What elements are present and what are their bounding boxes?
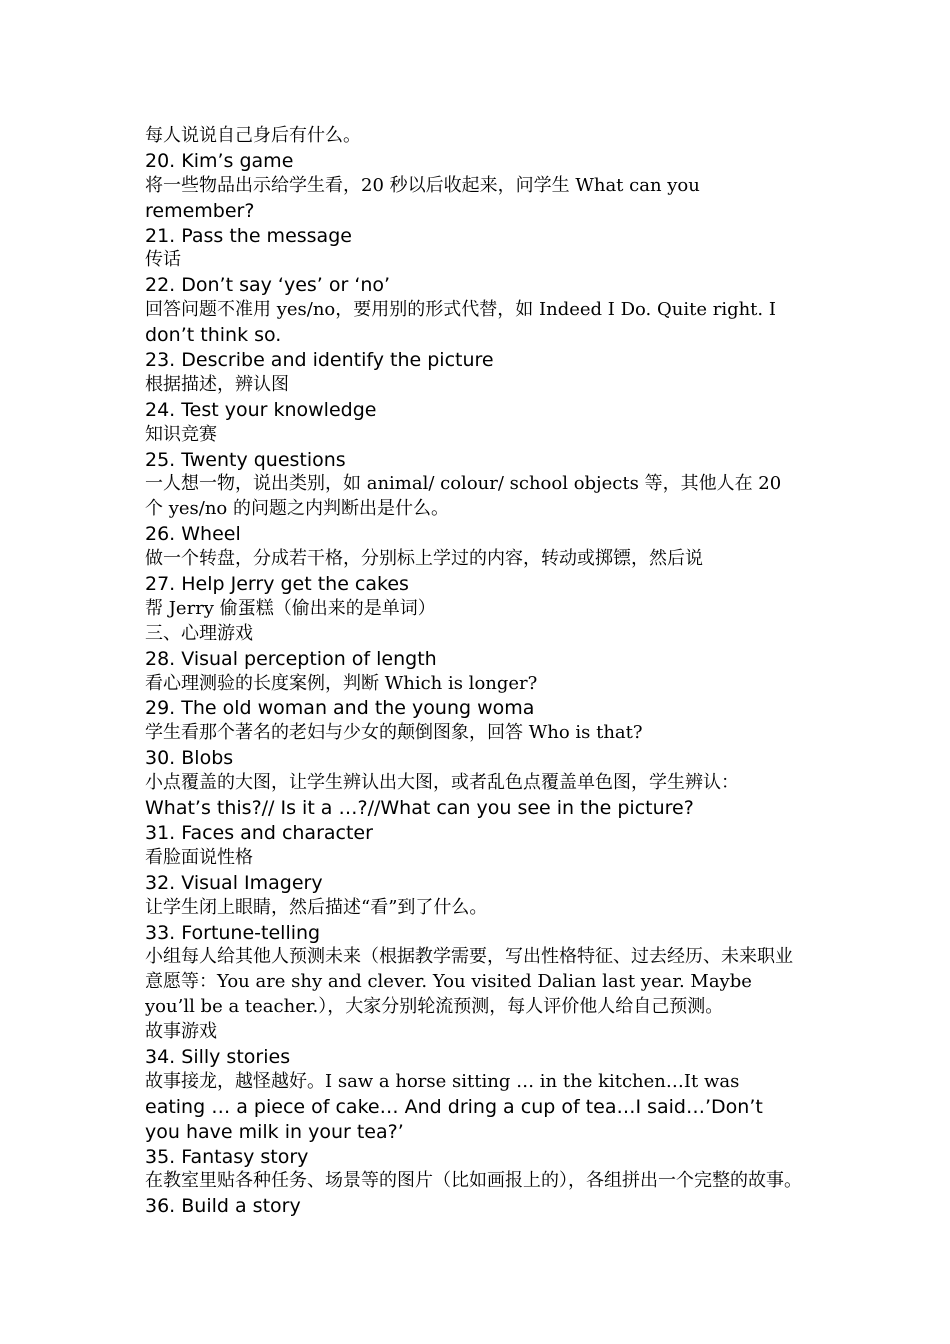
body-text-line: 回答问题不准用 yes/no，要用别的形式代替，如 Indeed I Do. Quite right. I <box>145 299 776 321</box>
section-heading: 36. Build a story <box>145 1195 301 1218</box>
section-heading: 21. Pass the message <box>145 224 352 247</box>
body-text-line: 在教室里贴各种任务、场景等的图片（比如画报上的），各组拼出一个完整的故事。 <box>145 1170 802 1192</box>
body-text-line: don’t think so. <box>145 324 282 347</box>
section-heading: 32. Visual Imagery <box>145 871 323 894</box>
section-heading: 故事游戏 <box>145 1021 217 1043</box>
body-text-line: 做一个转盘，分成若干格，分别标上学过的内容，转动或掷镖，然后说 <box>145 548 703 570</box>
section-heading: 20. Kim’s game <box>145 149 294 172</box>
body-text-line: 知识竞赛 <box>145 423 217 445</box>
body-text-line: 故事接龙，越怪越好。I saw a horse sitting … in the kitchen…It was <box>145 1070 740 1092</box>
section-heading: 28. Visual perception of length <box>145 647 437 670</box>
section-heading: 35. Fantasy story <box>145 1145 309 1168</box>
body-text-line: 一人想一物，说出类别，如 animal/ colour/ school objects 等，其他人在 20 <box>145 473 782 495</box>
section-heading: 29. The old woman and the young woma <box>145 697 535 720</box>
section-heading: 22. Don’t say ‘yes’ or ‘no’ <box>145 274 391 297</box>
body-text-line: 意愿等：You are shy and clever. You visited Dalian last year. Maybe <box>145 971 752 993</box>
section-heading: 23. Describe and identify the picture <box>145 349 494 372</box>
body-text-line: you’ll be a teacher.），大家分别轮流预测，每人评价他人给自己预测。 <box>145 996 724 1018</box>
section-heading: 三、心理游戏 <box>145 622 253 644</box>
body-text-line: 帮 Jerry 偷蛋糕（偷出来的是单词） <box>145 597 436 619</box>
section-heading: 26. Wheel <box>145 523 241 546</box>
body-text-line: remember? <box>145 199 255 222</box>
section-heading: 25. Twenty questions <box>145 448 346 471</box>
body-text-line: 小点覆盖的大图，让学生辨认出大图，或者乱色点覆盖单色图，学生辨认： <box>145 772 739 794</box>
section-heading: 31. Faces and character <box>145 821 373 844</box>
body-text-line: eating … a piece of cake… And dring a cup of tea…I said…’Don’t <box>145 1095 763 1118</box>
section-heading: 33. Fortune-telling <box>145 921 321 944</box>
body-text-line: you have milk in your tea?’ <box>145 1120 404 1143</box>
section-heading: 24. Test your knowledge <box>145 398 377 421</box>
body-text-line: What’s this?// Is it a …?//What can you see in the picture? <box>145 797 694 820</box>
section-heading: 34. Silly stories <box>145 1045 291 1068</box>
body-text-line: 小组每人给其他人预测未来（根据教学需要，写出性格特征、过去经历、未来职业 <box>145 946 793 968</box>
section-heading: 27. Help Jerry get the cakes <box>145 573 409 596</box>
body-text-line: 每人说说自己身后有什么。 <box>145 125 361 146</box>
body-text-line: 让学生闭上眼睛，然后描述“看”到了什么。 <box>145 896 488 918</box>
body-text-line: 根据描述，辨认图 <box>145 373 289 395</box>
body-text-line: 将一些物品出示给学生看，20 秒以后收起来，问学生 What can you <box>145 174 700 196</box>
body-text-line: 看脸面说性格 <box>145 846 253 868</box>
section-heading: 30. Blobs <box>145 747 234 770</box>
body-text-line: 传话 <box>145 249 181 271</box>
body-text-line: 学生看那个著名的老妇与少女的颠倒图象，回答 Who is that? <box>145 722 643 744</box>
document-body <box>145 124 825 1219</box>
body-text-line: 个 yes/no 的问题之内判断出是什么。 <box>145 498 449 520</box>
body-text-line: 看心理测验的长度案例，判断 Which is longer? <box>145 672 538 694</box>
